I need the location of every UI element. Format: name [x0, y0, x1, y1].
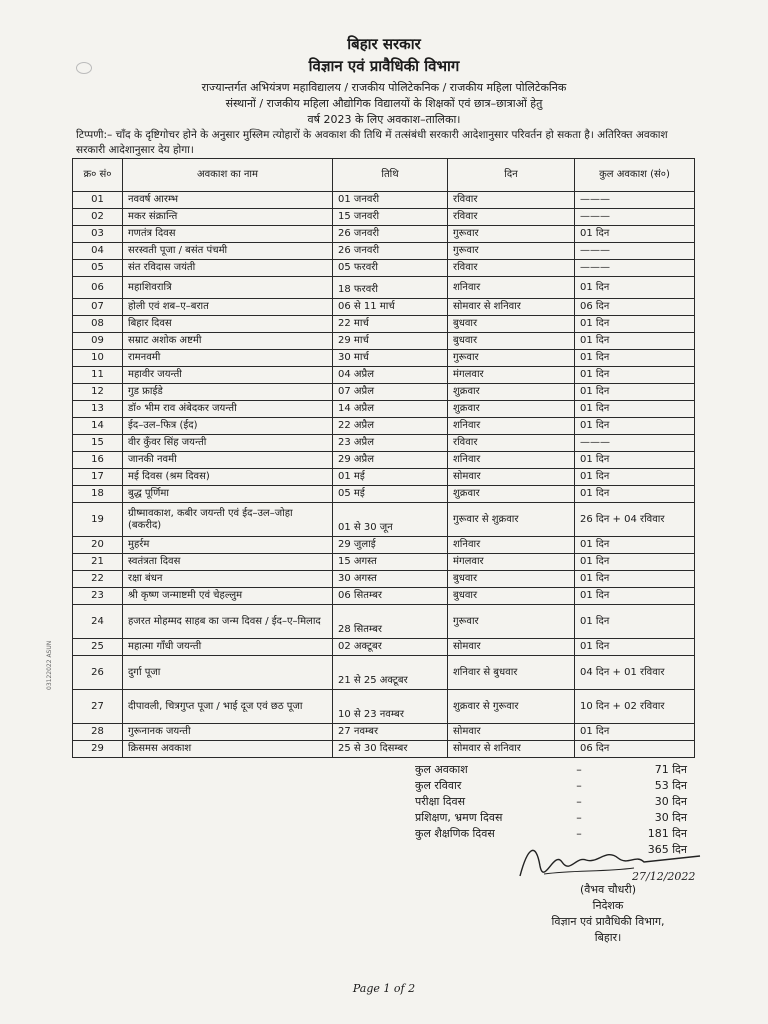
holiday-date: 05 फरवरी — [333, 260, 448, 277]
table-row — [73, 226, 695, 243]
holiday-date: 07 अप्रैल — [333, 384, 448, 401]
holiday-total: 01 दिन — [575, 316, 695, 333]
table-row — [73, 588, 695, 605]
holiday-day: शुक्रवार — [448, 384, 575, 401]
table-row — [73, 656, 695, 690]
row-number: 21 — [73, 554, 123, 571]
holiday-name: मकर संक्रान्ति — [123, 209, 333, 226]
holiday-date: 26 जनवरी — [333, 243, 448, 260]
holiday-date: 10 से 23 नवम्बर — [333, 690, 448, 724]
holiday-name: महाशिवरात्रि — [123, 277, 333, 299]
holiday-total: 01 दिन — [575, 571, 695, 588]
row-number: 11 — [73, 367, 123, 384]
holiday-day: शनिवार — [448, 418, 575, 435]
row-number: 15 — [73, 435, 123, 452]
holiday-day: रविवार — [448, 192, 575, 209]
summary-dash: – — [576, 763, 582, 776]
subject-line-3: वर्ष 2023 के लिए अवकाश–तालिका। — [307, 113, 461, 126]
table-row — [73, 192, 695, 209]
row-number: 19 — [73, 503, 123, 537]
summary-dash: – — [576, 795, 582, 808]
holiday-total: 01 दिन — [575, 418, 695, 435]
row-number: 25 — [73, 639, 123, 656]
holiday-day: शुक्रवार से गुरूवार — [448, 690, 575, 724]
holiday-name: संत रविदास जयंती — [123, 260, 333, 277]
holiday-day: शनिवार से बुधवार — [448, 656, 575, 690]
holiday-name: ग्रीष्मावकाश, कबीर जयन्ती एवं ईद–उल–जोहा (बकरीद) — [123, 503, 333, 537]
holiday-date: 22 अप्रैल — [333, 418, 448, 435]
holiday-date: 29 जुलाई — [333, 537, 448, 554]
holiday-total: 01 दिन — [575, 226, 695, 243]
holiday-day: गुरूवार — [448, 243, 575, 260]
holiday-day: गुरूवार — [448, 226, 575, 243]
table-row — [73, 333, 695, 350]
holiday-name: सरस्वती पूजा / बसंत पंचमी — [123, 243, 333, 260]
holiday-date: 18 फरवरी — [333, 277, 448, 299]
row-number: 18 — [73, 486, 123, 503]
row-number: 03 — [73, 226, 123, 243]
holiday-day: रविवार — [448, 435, 575, 452]
holiday-date: 06 सितम्बर — [333, 588, 448, 605]
table-row — [73, 452, 695, 469]
table-row — [73, 435, 695, 452]
holiday-name: बुद्ध पूर्णिमा — [123, 486, 333, 503]
holiday-name: गुरूनानक जयन्ती — [123, 724, 333, 741]
table-row — [73, 243, 695, 260]
holiday-total: 01 दिन — [575, 537, 695, 554]
col-header-no: क्र० सं० — [73, 159, 123, 192]
signature-block — [488, 882, 728, 946]
holiday-total: ——— — [575, 192, 695, 209]
table-row — [73, 537, 695, 554]
holiday-total: 01 दिन — [575, 350, 695, 367]
holiday-total: 01 दिन — [575, 401, 695, 418]
holiday-day: बुधवार — [448, 333, 575, 350]
side-stamp: 03122022 ASUN — [46, 640, 53, 690]
row-number: 28 — [73, 724, 123, 741]
holiday-name: हजरत मोहम्मद साहब का जन्म दिवस / ईद–ए–मिलाद — [123, 605, 333, 639]
table-row — [73, 554, 695, 571]
table-row — [73, 260, 695, 277]
table-row — [73, 469, 695, 486]
holiday-day: सोमवार — [448, 639, 575, 656]
signatory-state: बिहार। — [594, 931, 622, 944]
row-number: 08 — [73, 316, 123, 333]
holiday-name: नववर्ष आरम्भ — [123, 192, 333, 209]
holiday-total: 01 दिन — [575, 333, 695, 350]
subject-line-1: राज्यान्तर्गत अभियंत्रण महाविद्यालय / राजकीय पोलिटेकनिक / राजकीय महिला पोलिटेकनिक — [201, 81, 567, 94]
signatory-title: निदेशक — [592, 899, 624, 912]
table-row — [73, 605, 695, 639]
holiday-total: 01 दिन — [575, 384, 695, 401]
holiday-date: 29 अप्रैल — [333, 452, 448, 469]
page-number: Page 1 of 2 — [352, 982, 416, 995]
holiday-name: होली एवं शब–ए–बरात — [123, 299, 333, 316]
holiday-date: 14 अप्रैल — [333, 401, 448, 418]
holiday-date: 04 अप्रैल — [333, 367, 448, 384]
holiday-name: बिहार दिवस — [123, 316, 333, 333]
holiday-name: गणतंत्र दिवस — [123, 226, 333, 243]
holiday-name: महावीर जयन्ती — [123, 367, 333, 384]
holiday-total: 01 दिन — [575, 277, 695, 299]
holiday-day: शनिवार — [448, 537, 575, 554]
holiday-total: ——— — [575, 260, 695, 277]
holiday-date: 30 अगस्त — [333, 571, 448, 588]
signatory-dept: विज्ञान एवं प्रावैधिकी विभाग, — [551, 915, 665, 928]
holiday-name: डॉ० भीम राव अंबेदकर जयन्ती — [123, 401, 333, 418]
holiday-day: मंगलवार — [448, 554, 575, 571]
holiday-total: 01 दिन — [575, 554, 695, 571]
row-number: 09 — [73, 333, 123, 350]
row-number: 16 — [73, 452, 123, 469]
holiday-total: 01 दिन — [575, 588, 695, 605]
summary-label: कुल शैक्षणिक दिवस — [415, 827, 495, 840]
holiday-day: शनिवार — [448, 452, 575, 469]
table-row — [73, 209, 695, 226]
row-number: 06 — [73, 277, 123, 299]
note-text: टिप्पणी:– चाँद के दृष्टिगोचर होने के अनुसार मुस्लिम त्योहारों के अवकाश की तिथि में तत्संबंधी सरकारी आदेशानुसार परिवर्तन हो सकता है। अतिरिक्त अवकाश सरकारी आदेशानुसार देय होगा। — [76, 129, 668, 156]
table-row — [73, 401, 695, 418]
holiday-date: 26 जनवरी — [333, 226, 448, 243]
summary-row — [415, 778, 687, 794]
holiday-date: 01 जनवरी — [333, 192, 448, 209]
holiday-total: 01 दिन — [575, 452, 695, 469]
holiday-total: 06 दिन — [575, 741, 695, 758]
row-number: 01 — [73, 192, 123, 209]
holiday-total: ——— — [575, 435, 695, 452]
holiday-total: 01 दिन — [575, 367, 695, 384]
row-number: 05 — [73, 260, 123, 277]
row-number: 24 — [73, 605, 123, 639]
holiday-day: गुरूवार — [448, 350, 575, 367]
signature-date: 27/12/2022 — [632, 870, 696, 883]
summary-value: 30 दिन — [654, 811, 687, 824]
holiday-day: सोमवार — [448, 724, 575, 741]
holiday-date: 28 सितम्बर — [333, 605, 448, 639]
summary-value: 30 दिन — [654, 795, 687, 808]
col-header-day: दिन — [448, 159, 575, 192]
holiday-total: 26 दिन + 04 रविवार — [575, 503, 695, 537]
holiday-total: 01 दिन — [575, 469, 695, 486]
holiday-total: ——— — [575, 243, 695, 260]
department-heading: विज्ञान एवं प्रावैधिकी विभाग — [308, 57, 460, 75]
col-header-total: कुल अवकाश (सं०) — [575, 159, 695, 192]
row-number: 12 — [73, 384, 123, 401]
holiday-day: मंगलवार — [448, 367, 575, 384]
holiday-total: 01 दिन — [575, 724, 695, 741]
holiday-total: 01 दिन — [575, 639, 695, 656]
table-header-row — [73, 159, 695, 192]
holiday-day: शनिवार — [448, 277, 575, 299]
row-number: 10 — [73, 350, 123, 367]
table-row — [73, 503, 695, 537]
holiday-day: सोमवार से शनिवार — [448, 299, 575, 316]
row-number: 26 — [73, 656, 123, 690]
summary-label: कुल अवकाश — [415, 763, 468, 776]
holiday-date: 01 मई — [333, 469, 448, 486]
holiday-date: 15 जनवरी — [333, 209, 448, 226]
holiday-date: 06 से 11 मार्च — [333, 299, 448, 316]
holiday-name: स्वतंत्रता दिवस — [123, 554, 333, 571]
summary-dash: – — [576, 811, 582, 824]
holiday-name: वीर कुँवर सिंह जयन्ती — [123, 435, 333, 452]
govt-heading: बिहार सरकार — [347, 35, 421, 53]
holiday-day: शुक्रवार — [448, 401, 575, 418]
holiday-day: बुधवार — [448, 571, 575, 588]
row-number: 13 — [73, 401, 123, 418]
holiday-date: 15 अगस्त — [333, 554, 448, 571]
holiday-name: ईद–उल–फित्र (ईद) — [123, 418, 333, 435]
row-number: 29 — [73, 741, 123, 758]
holiday-date: 01 से 30 जून — [333, 503, 448, 537]
summary-value: 53 दिन — [654, 779, 687, 792]
holiday-total: 01 दिन — [575, 486, 695, 503]
table-row — [73, 367, 695, 384]
holiday-date: 23 अप्रैल — [333, 435, 448, 452]
holiday-day: सोमवार से शनिवार — [448, 741, 575, 758]
summary-value: 71 दिन — [654, 763, 687, 776]
row-number: 20 — [73, 537, 123, 554]
holiday-name: मुहर्रम — [123, 537, 333, 554]
holiday-date: 27 नवम्बर — [333, 724, 448, 741]
table-row — [73, 299, 695, 316]
holiday-table — [72, 158, 695, 758]
holiday-total: 06 दिन — [575, 299, 695, 316]
row-number: 23 — [73, 588, 123, 605]
col-header-name: अवकाश का नाम — [123, 159, 333, 192]
holiday-day: शुक्रवार — [448, 486, 575, 503]
table-row — [73, 639, 695, 656]
holiday-date: 21 से 25 अक्टूबर — [333, 656, 448, 690]
holiday-name: जानकी नवमी — [123, 452, 333, 469]
holiday-name: श्री कृष्ण जन्माष्टमी एवं चेहल्लुम — [123, 588, 333, 605]
table-row — [73, 724, 695, 741]
summary-label: कुल रविवार — [415, 779, 462, 792]
holiday-name: रक्षा बंधन — [123, 571, 333, 588]
holiday-day: रविवार — [448, 209, 575, 226]
holiday-total: 10 दिन + 02 रविवार — [575, 690, 695, 724]
holiday-day: गुरूवार से शुक्रवार — [448, 503, 575, 537]
summary-label: प्रशिक्षण, भ्रमण दिवस — [415, 811, 503, 824]
row-number: 14 — [73, 418, 123, 435]
col-header-date: तिथि — [333, 159, 448, 192]
holiday-date: 25 से 30 दिसम्बर — [333, 741, 448, 758]
row-number: 07 — [73, 299, 123, 316]
holiday-total: ——— — [575, 209, 695, 226]
holiday-name: रामनवमी — [123, 350, 333, 367]
holiday-name: सम्राट अशोक अष्टमी — [123, 333, 333, 350]
signatory-name: (वैभव चौधरी) — [580, 883, 636, 896]
holiday-date: 05 मई — [333, 486, 448, 503]
row-number: 22 — [73, 571, 123, 588]
summary-dash: – — [576, 827, 582, 840]
subject-line-2: संस्थानों / राजकीय महिला औद्योगिक विद्यालयों के शिक्षकों एवं छात्र–छात्राओं हेतु — [225, 97, 543, 110]
subject-block — [0, 80, 768, 128]
holiday-day: गुरूवार — [448, 605, 575, 639]
holiday-name: महात्मा गाँधी जयन्ती — [123, 639, 333, 656]
holiday-date: 22 मार्च — [333, 316, 448, 333]
summary-row — [415, 810, 687, 826]
holiday-total: 01 दिन — [575, 605, 695, 639]
summary-value: 181 दिन — [647, 827, 687, 840]
holiday-name: मई दिवस (श्रम दिवस) — [123, 469, 333, 486]
table-row — [73, 350, 695, 367]
row-number: 17 — [73, 469, 123, 486]
row-number: 27 — [73, 690, 123, 724]
summary-dash: – — [576, 779, 582, 792]
holiday-name: दीपावली, चित्रगुप्त पूजा / भाई दूज एवं छठ पूजा — [123, 690, 333, 724]
table-row — [73, 277, 695, 299]
holiday-day: सोमवार — [448, 469, 575, 486]
summary-row — [415, 794, 687, 810]
summary-row — [415, 762, 687, 778]
summary-grand-total: 365 दिन — [647, 843, 687, 856]
holiday-total: 04 दिन + 01 रविवार — [575, 656, 695, 690]
table-row — [73, 316, 695, 333]
holiday-day: रविवार — [448, 260, 575, 277]
table-row — [73, 741, 695, 758]
holiday-date: 29 मार्च — [333, 333, 448, 350]
holiday-name: गुड फ्राईडे — [123, 384, 333, 401]
holiday-day: बुधवार — [448, 316, 575, 333]
table-row — [73, 486, 695, 503]
holiday-date: 30 मार्च — [333, 350, 448, 367]
table-row — [73, 690, 695, 724]
holiday-date: 02 अक्टूबर — [333, 639, 448, 656]
table-row — [73, 418, 695, 435]
holiday-name: क्रिसमस अवकाश — [123, 741, 333, 758]
holiday-name: दुर्गा पूजा — [123, 656, 333, 690]
summary-label: परीक्षा दिवस — [415, 795, 466, 808]
row-number: 04 — [73, 243, 123, 260]
row-number: 02 — [73, 209, 123, 226]
table-row — [73, 384, 695, 401]
table-row — [73, 571, 695, 588]
holiday-day: बुधवार — [448, 588, 575, 605]
